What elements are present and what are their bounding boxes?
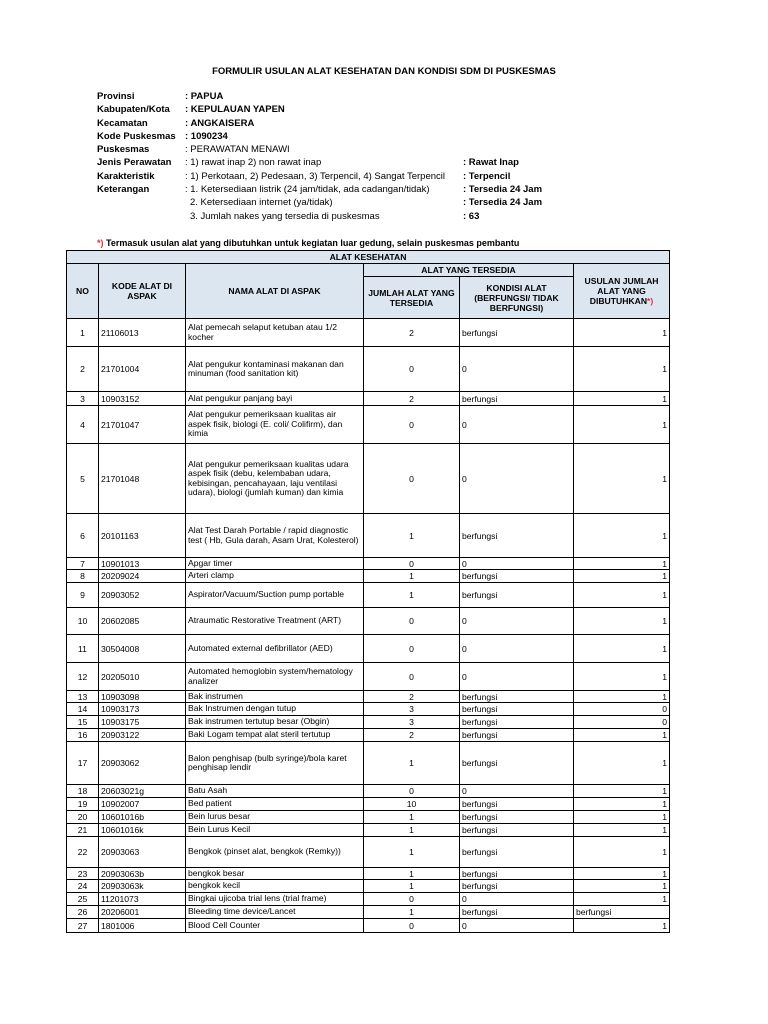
table-body bbox=[67, 319, 670, 933]
cell-nama: Alat pemecah selaput ketuban atau 1/2 kocher bbox=[186, 319, 364, 347]
cell-kondisi: 0 bbox=[460, 663, 574, 691]
cell-kondisi: berfungsi bbox=[460, 716, 574, 729]
col-header-jumlah: JUMLAH ALAT YANG TERSEDIA bbox=[364, 277, 460, 319]
cell-no: 18 bbox=[67, 785, 99, 798]
cell-jumlah: 1 bbox=[364, 742, 460, 785]
cell-kondisi: 0 bbox=[460, 919, 574, 933]
cell-jumlah: 1 bbox=[364, 880, 460, 893]
cell-nama: Atraumatic Restorative Treatment (ART) bbox=[186, 608, 364, 635]
cell-no: 1 bbox=[67, 319, 99, 347]
cell-usulan: berfungsi bbox=[574, 906, 670, 919]
info-label: Jenis Perawatan bbox=[97, 157, 172, 169]
info-label: Kode Puskesmas bbox=[97, 130, 176, 142]
cell-kode: 21701047 bbox=[99, 406, 186, 444]
cell-kode: 11201073 bbox=[99, 893, 186, 906]
col-header-usulan bbox=[574, 264, 670, 319]
cell-kondisi: 0 bbox=[460, 444, 574, 514]
cell-no: 3 bbox=[67, 392, 99, 406]
cell-usulan: 1 bbox=[574, 558, 670, 570]
cell-jumlah: 3 bbox=[364, 716, 460, 729]
cell-usulan: 1 bbox=[574, 319, 670, 347]
cell-jumlah: 2 bbox=[364, 319, 460, 347]
info-label: Karakteristik bbox=[97, 170, 155, 182]
cell-jumlah: 3 bbox=[364, 703, 460, 716]
cell-nama: Balon penghisap (bulb syringe)/bola karet penghisap lendir bbox=[186, 742, 364, 785]
cell-usulan: 0 bbox=[574, 716, 670, 729]
cell-usulan: 1 bbox=[574, 798, 670, 811]
cell-no: 19 bbox=[67, 798, 99, 811]
table-row bbox=[67, 919, 670, 933]
header-row-1 bbox=[67, 264, 670, 277]
cell-kode: 21701004 bbox=[99, 347, 186, 392]
cell-kode: 20903052 bbox=[99, 583, 186, 608]
cell-no: 20 bbox=[67, 811, 99, 824]
cell-kode: 10903173 bbox=[99, 703, 186, 716]
cell-nama: Alat pengukur kontaminasi makanan dan minuman (food sanitation kit) bbox=[186, 347, 364, 392]
info-value: : 1) Perkotaan, 2) Pedesaan, 3) Terpencil, 4) Sangat Terpencil bbox=[185, 170, 445, 182]
cell-usulan: 1 bbox=[574, 811, 670, 824]
cell-jumlah: 2 bbox=[364, 729, 460, 742]
table-row bbox=[67, 347, 670, 392]
cell-kode: 20209024 bbox=[99, 570, 186, 583]
cell-jumlah: 1 bbox=[364, 583, 460, 608]
table-row bbox=[67, 703, 670, 716]
cell-jumlah: 0 bbox=[364, 635, 460, 663]
cell-jumlah: 0 bbox=[364, 663, 460, 691]
cell-jumlah: 0 bbox=[364, 893, 460, 906]
info-value: : PERAWATAN MENAWI bbox=[185, 144, 290, 156]
cell-kondisi: berfungsi bbox=[460, 798, 574, 811]
cell-kode: 1801006 bbox=[99, 919, 186, 933]
usulan-label: USULAN JUMLAH ALAT YANG DIBUTUHKAN bbox=[584, 276, 659, 306]
cell-kode: 20205010 bbox=[99, 663, 186, 691]
info-value: 3. Jumlah nakes yang tersedia di puskesmas bbox=[190, 210, 380, 222]
cell-kondisi: berfungsi bbox=[460, 319, 574, 347]
cell-jumlah: 1 bbox=[364, 570, 460, 583]
usulan-star: *) bbox=[647, 296, 654, 306]
info-value: : ANGKAISERA bbox=[185, 117, 255, 129]
table-row bbox=[67, 570, 670, 583]
col-header-nama: NAMA ALAT DI ASPAK bbox=[186, 264, 364, 319]
info-result: : Terpencil bbox=[463, 170, 511, 182]
table-row bbox=[67, 837, 670, 868]
cell-kode: 20903063b bbox=[99, 868, 186, 880]
info-label: Provinsi bbox=[97, 91, 135, 102]
cell-no: 9 bbox=[67, 583, 99, 608]
cell-no: 16 bbox=[67, 729, 99, 742]
cell-no: 5 bbox=[67, 444, 99, 514]
cell-nama: Alat pengukur panjang bayi bbox=[186, 392, 364, 406]
cell-kode: 10903152 bbox=[99, 392, 186, 406]
footnote-text: Termasuk usulan alat yang dibutuhkan untuk kegiatan luar gedung, selain puskesmas pembantu bbox=[103, 238, 520, 248]
cell-usulan: 1 bbox=[574, 893, 670, 906]
cell-usulan: 1 bbox=[574, 785, 670, 798]
cell-usulan: 1 bbox=[574, 837, 670, 868]
table-row bbox=[67, 663, 670, 691]
cell-jumlah: 0 bbox=[364, 347, 460, 392]
cell-kode: 20603021g bbox=[99, 785, 186, 798]
info-value: : 1) rawat inap 2) non rawat inap bbox=[185, 157, 322, 169]
cell-nama: Arteri clamp bbox=[186, 570, 364, 583]
cell-no: 23 bbox=[67, 868, 99, 880]
cell-jumlah: 2 bbox=[364, 392, 460, 406]
table-row bbox=[67, 558, 670, 570]
cell-kode: 20903062 bbox=[99, 742, 186, 785]
cell-kondisi: 0 bbox=[460, 347, 574, 392]
cell-no: 7 bbox=[67, 558, 99, 570]
cell-jumlah: 0 bbox=[364, 608, 460, 635]
cell-usulan: 1 bbox=[574, 880, 670, 893]
cell-no: 10 bbox=[67, 608, 99, 635]
cell-kode: 21106013 bbox=[99, 319, 186, 347]
info-result: : Tersedia 24 Jam bbox=[463, 197, 543, 209]
cell-no: 2 bbox=[67, 347, 99, 392]
info-label: Kabupaten/Kota bbox=[97, 104, 170, 116]
table-row bbox=[67, 824, 670, 837]
cell-usulan: 1 bbox=[574, 824, 670, 837]
footnote-star: *) bbox=[97, 238, 104, 248]
table-row bbox=[67, 583, 670, 608]
cell-usulan: 1 bbox=[574, 663, 670, 691]
cell-nama: Bein lurus besar bbox=[186, 811, 364, 824]
cell-kondisi: berfungsi bbox=[460, 824, 574, 837]
col-header-kode: KODE ALAT DI ASPAK bbox=[99, 264, 186, 319]
cell-kode: 20602085 bbox=[99, 608, 186, 635]
table-row bbox=[67, 880, 670, 893]
cell-nama: Batu Asah bbox=[186, 785, 364, 798]
cell-nama: Baki Logam tempat alat steril tertutup bbox=[186, 729, 364, 742]
cell-jumlah: 0 bbox=[364, 919, 460, 933]
cell-no: 25 bbox=[67, 893, 99, 906]
table-row bbox=[67, 635, 670, 663]
cell-jumlah: 10 bbox=[364, 798, 460, 811]
cell-kode: 20903122 bbox=[99, 729, 186, 742]
col-header-kondisi: KONDISI ALAT (BERFUNGSI/ TIDAK BERFUNGSI) bbox=[460, 277, 574, 319]
info-value: : KEPULAUAN YAPEN bbox=[185, 104, 285, 116]
cell-jumlah: 0 bbox=[364, 406, 460, 444]
cell-jumlah: 1 bbox=[364, 514, 460, 558]
cell-jumlah: 0 bbox=[364, 785, 460, 798]
cell-kode: 10903175 bbox=[99, 716, 186, 729]
cell-no: 24 bbox=[67, 880, 99, 893]
cell-no: 4 bbox=[67, 406, 99, 444]
cell-kondisi: berfungsi bbox=[460, 514, 574, 558]
cell-kode: 10601016b bbox=[99, 811, 186, 824]
cell-usulan: 0 bbox=[574, 703, 670, 716]
cell-nama: Blood Cell Counter bbox=[186, 919, 364, 933]
cell-nama: Apgar timer bbox=[186, 558, 364, 570]
cell-usulan: 1 bbox=[574, 608, 670, 635]
table-row bbox=[67, 319, 670, 347]
info-value: : PAPUA bbox=[185, 91, 224, 102]
cell-kode: 10903098 bbox=[99, 691, 186, 703]
cell-nama: Alat pengukur pemeriksaan kualitas air aspek fisik, biologi (E. coli/ Colifirm), dan kimia bbox=[186, 406, 364, 444]
cell-no: 8 bbox=[67, 570, 99, 583]
info-result: : Rawat Inap bbox=[463, 157, 519, 169]
cell-no: 21 bbox=[67, 824, 99, 837]
cell-usulan: 1 bbox=[574, 919, 670, 933]
info-value: 2. Ketersediaan internet (ya/tidak) bbox=[190, 197, 333, 209]
cell-jumlah: 2 bbox=[364, 691, 460, 703]
table-row bbox=[67, 392, 670, 406]
cell-nama: bengkok besar bbox=[186, 868, 364, 880]
cell-no: 6 bbox=[67, 514, 99, 558]
cell-nama: Bingkai ujicoba trial lens (trial frame) bbox=[186, 893, 364, 906]
cell-usulan: 1 bbox=[574, 444, 670, 514]
table-row bbox=[67, 716, 670, 729]
cell-kode: 20903063 bbox=[99, 837, 186, 868]
table-row bbox=[67, 729, 670, 742]
section-header-row bbox=[67, 251, 670, 264]
section-header: ALAT KESEHATAN bbox=[67, 251, 670, 264]
cell-nama: Bak instrumen bbox=[186, 691, 364, 703]
cell-kondisi: 0 bbox=[460, 406, 574, 444]
cell-kode: 10601016k bbox=[99, 824, 186, 837]
cell-nama: bengkok kecil bbox=[186, 880, 364, 893]
cell-usulan: 1 bbox=[574, 583, 670, 608]
cell-jumlah: 0 bbox=[364, 558, 460, 570]
cell-usulan: 1 bbox=[574, 691, 670, 703]
cell-jumlah: 1 bbox=[364, 824, 460, 837]
cell-jumlah: 1 bbox=[364, 906, 460, 919]
table-row bbox=[67, 798, 670, 811]
table-row bbox=[67, 785, 670, 798]
table-row bbox=[67, 893, 670, 906]
cell-kode: 20903063k bbox=[99, 880, 186, 893]
cell-nama: Bak instrumen tertutup besar (Obgin) bbox=[186, 716, 364, 729]
info-label: Keterangan bbox=[97, 184, 150, 196]
cell-nama: Automated external defibrillator (AED) bbox=[186, 635, 364, 663]
cell-kondisi: berfungsi bbox=[460, 691, 574, 703]
table-row bbox=[67, 868, 670, 880]
col-header-group: ALAT YANG TERSEDIA bbox=[364, 264, 574, 277]
cell-kondisi: berfungsi bbox=[460, 906, 574, 919]
footnote bbox=[97, 238, 519, 248]
cell-kondisi: berfungsi bbox=[460, 583, 574, 608]
cell-kode: 10901013 bbox=[99, 558, 186, 570]
cell-no: 14 bbox=[67, 703, 99, 716]
cell-usulan: 1 bbox=[574, 635, 670, 663]
cell-kondisi: 0 bbox=[460, 608, 574, 635]
cell-kondisi: 0 bbox=[460, 635, 574, 663]
table-row bbox=[67, 906, 670, 919]
cell-usulan: 1 bbox=[574, 392, 670, 406]
cell-no: 15 bbox=[67, 716, 99, 729]
table-row bbox=[67, 444, 670, 514]
info-value: : 1. Ketersediaan listrik (24 jam/tidak, ada cadangan/tidak) bbox=[185, 184, 430, 196]
cell-kondisi: 0 bbox=[460, 893, 574, 906]
cell-nama: Bengkok (pinset alat, bengkok (Remky)) bbox=[186, 837, 364, 868]
table-row bbox=[67, 608, 670, 635]
cell-nama: Bein Lurus Kecil bbox=[186, 824, 364, 837]
cell-kode: 20101163 bbox=[99, 514, 186, 558]
cell-no: 26 bbox=[67, 906, 99, 919]
info-result: : Tersedia 24 Jam bbox=[463, 184, 543, 196]
cell-usulan: 1 bbox=[574, 406, 670, 444]
cell-usulan: 1 bbox=[574, 729, 670, 742]
table-row bbox=[67, 691, 670, 703]
cell-kondisi: berfungsi bbox=[460, 880, 574, 893]
info-result: : 63 bbox=[463, 210, 480, 222]
cell-usulan: 1 bbox=[574, 347, 670, 392]
cell-kondisi: berfungsi bbox=[460, 570, 574, 583]
cell-kondisi: berfungsi bbox=[460, 703, 574, 716]
cell-nama: Aspirator/Vacuum/Suction pump portable bbox=[186, 583, 364, 608]
cell-kondisi: 0 bbox=[460, 785, 574, 798]
cell-usulan: 1 bbox=[574, 742, 670, 785]
table-row bbox=[67, 811, 670, 824]
cell-kondisi: berfungsi bbox=[460, 868, 574, 880]
cell-kondisi: berfungsi bbox=[460, 392, 574, 406]
info-value: : 1090234 bbox=[185, 130, 228, 142]
cell-no: 11 bbox=[67, 635, 99, 663]
cell-no: 17 bbox=[67, 742, 99, 785]
cell-no: 13 bbox=[67, 691, 99, 703]
cell-nama: Bed patient bbox=[186, 798, 364, 811]
cell-kode: 20206001 bbox=[99, 906, 186, 919]
cell-kode: 10902007 bbox=[99, 798, 186, 811]
cell-no: 22 bbox=[67, 837, 99, 868]
info-label: Puskesmas bbox=[97, 144, 150, 156]
cell-usulan: 1 bbox=[574, 868, 670, 880]
cell-usulan: 1 bbox=[574, 514, 670, 558]
form-title: FORMULIR USULAN ALAT KESEHATAN DAN KONDISI SDM DI PUSKESMAS bbox=[212, 66, 556, 77]
cell-no: 12 bbox=[67, 663, 99, 691]
cell-jumlah: 1 bbox=[364, 811, 460, 824]
cell-no: 27 bbox=[67, 919, 99, 933]
cell-kondisi: berfungsi bbox=[460, 729, 574, 742]
cell-nama: Bleeding time device/Lancet bbox=[186, 906, 364, 919]
cell-jumlah: 0 bbox=[364, 444, 460, 514]
equipment-table bbox=[66, 250, 670, 933]
cell-kondisi: berfungsi bbox=[460, 837, 574, 868]
col-header-no: NO bbox=[67, 264, 99, 319]
cell-usulan: 1 bbox=[574, 570, 670, 583]
cell-kode: 30504008 bbox=[99, 635, 186, 663]
cell-kondisi: berfungsi bbox=[460, 742, 574, 785]
cell-nama: Automated hemoglobin system/hematology analizer bbox=[186, 663, 364, 691]
cell-nama: Bak Instrumen dengan tutup bbox=[186, 703, 364, 716]
table-row bbox=[67, 406, 670, 444]
cell-jumlah: 1 bbox=[364, 868, 460, 880]
table-row bbox=[67, 742, 670, 785]
cell-jumlah: 1 bbox=[364, 837, 460, 868]
cell-kondisi: 0 bbox=[460, 558, 574, 570]
cell-kondisi: berfungsi bbox=[460, 811, 574, 824]
cell-nama: Alat Test Darah Portable / rapid diagnostic test ( Hb, Gula darah, Asam Urat, Kolesterol) bbox=[186, 514, 364, 558]
cell-kode: 21701048 bbox=[99, 444, 186, 514]
table-row bbox=[67, 514, 670, 558]
info-label: Kecamatan bbox=[97, 117, 148, 129]
cell-nama: Alat pengukur pemeriksaan kualitas udara aspek fisik (debu, kelembaban udara, kebisingan, pencahayaan, laju ventilasi udara), biologi (jumlah kuman) dan kimia bbox=[186, 444, 364, 514]
